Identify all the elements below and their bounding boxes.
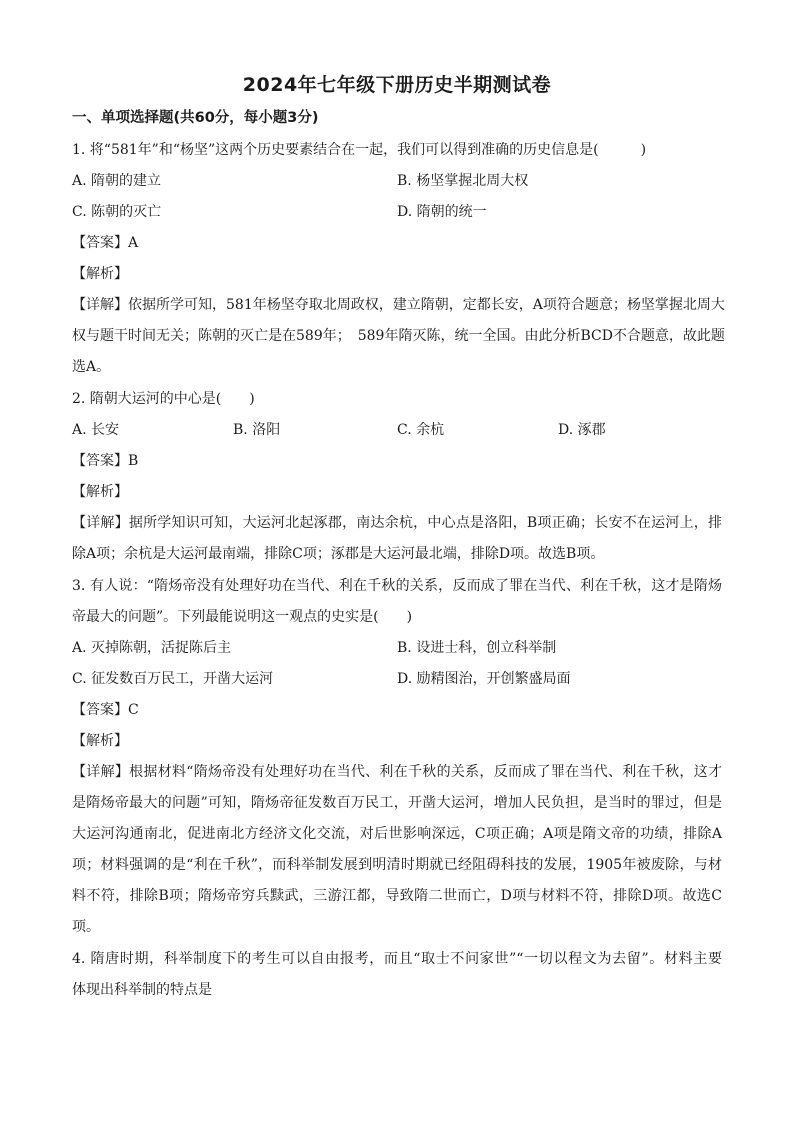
question-2-option-c: C. 余杭: [397, 422, 445, 438]
question-2-analysis-label: 【解析】: [72, 484, 128, 500]
question-3-option-d: D. 励精图治，开创繁盛局面: [397, 671, 571, 687]
question-3-stem-line: 帝最大的问题”。下列最能说明这一观点的史实是( ): [72, 609, 413, 625]
question-3-analysis-label: 【解析】: [72, 733, 128, 749]
section-heading: 一、单项选择题(共60分，每小题3分): [72, 110, 319, 126]
question-2-detail-line: 除A项；余杭是大运河最南端，排除C项；涿郡是大运河最北端，排除D项。故选B项。: [72, 546, 605, 562]
question-1-option-b: B. 杨坚掌握北周大权: [397, 173, 529, 189]
question-3-option-b: B. 设进士科，创立科举制: [397, 640, 557, 656]
question-1-detail-line: 权与题干时间无关；陈朝的灭亡是在589年； 589年隋灭陈，统一全国。由此分析BCD不合题意，故此题: [72, 328, 725, 344]
question-1-option-d: D. 隋朝的统一: [397, 204, 487, 220]
question-2-option-a: A. 长安: [72, 422, 120, 438]
question-1-option-c: C. 陈朝的灭亡: [72, 204, 162, 220]
question-3-stem-line: 3. 有人说：“隋炀帝没有处理好功在当代、利在千秋的关系，反而成了罪在当代、利在千秋，这才是隋炀: [72, 578, 722, 594]
question-3-option-a: A. 灭掉陈朝，活捉陈后主: [72, 640, 232, 656]
question-3-option-c: C. 征发数百万民工，开凿大运河: [72, 671, 274, 687]
question-4-stem-line: 体现出科举制的特点是: [72, 982, 212, 998]
question-3-detail-line: 大运河沟通南北，促进南北方经济文化交流，对后世影响深远，C项正确；A项是隋文帝的功绩，排除A: [72, 826, 722, 842]
question-1-answer: 【答案】A: [72, 235, 139, 251]
question-3-detail-line: 项；材料强调的是“利在千秋”，而科举制发展到明清时期就已经阻碍科技的发展，1905年被废除，与材: [72, 857, 722, 873]
page-title: 2024年七年级下册历史半期测试卷: [242, 74, 552, 96]
question-1-option-a: A. 隋朝的建立: [72, 173, 162, 189]
question-3-detail-line: 【详解】根据材料“隋炀帝没有处理好功在当代、利在千秋的关系，反而成了罪在当代、利在千秋，这才: [72, 764, 722, 780]
question-3-detail-line: 料不符，排除B项；隋炀帝穷兵黩武，三游江都，导致隋二世而亡，D项与材料不符，排除D项。故选C: [72, 888, 722, 904]
question-2-stem: 2. 隋朝大运河的中心是( ): [72, 391, 255, 407]
question-3-answer: 【答案】C: [72, 702, 139, 718]
question-2-option-d: D. 涿郡: [558, 422, 606, 438]
question-1-stem: 1. 将“581年”和“杨坚”这两个历史要素结合在一起，我们可以得到准确的历史信息是( ): [72, 142, 647, 158]
question-1-detail-line: 选A。: [72, 359, 111, 375]
question-4-stem-line: 4. 隋唐时期，科举制度下的考生可以自由报考，而且“取士不问家世”“一切以程文为去留”。材料主要: [72, 951, 722, 967]
question-1-detail-line: 【详解】依据所学可知，581年杨坚夺取北周政权，建立隋朝，定都长安，A项符合题意；杨坚掌握北周大: [72, 297, 725, 313]
question-2-answer: 【答案】B: [72, 453, 139, 469]
question-2-detail-line: 【详解】据所学知识可知，大运河北起涿郡，南达余杭，中心点是洛阳，B项正确；长安不在运河上，排: [72, 515, 722, 531]
question-3-detail-line: 是隋炀帝最大的问题”可知，隋炀帝征发数百万民工，开凿大运河，增加人民负担，是当时的罪过，但是: [72, 795, 722, 811]
question-3-detail-line: 项。: [72, 919, 100, 935]
question-2-option-b: B. 洛阳: [233, 422, 281, 438]
question-1-analysis-label: 【解析】: [72, 266, 128, 282]
